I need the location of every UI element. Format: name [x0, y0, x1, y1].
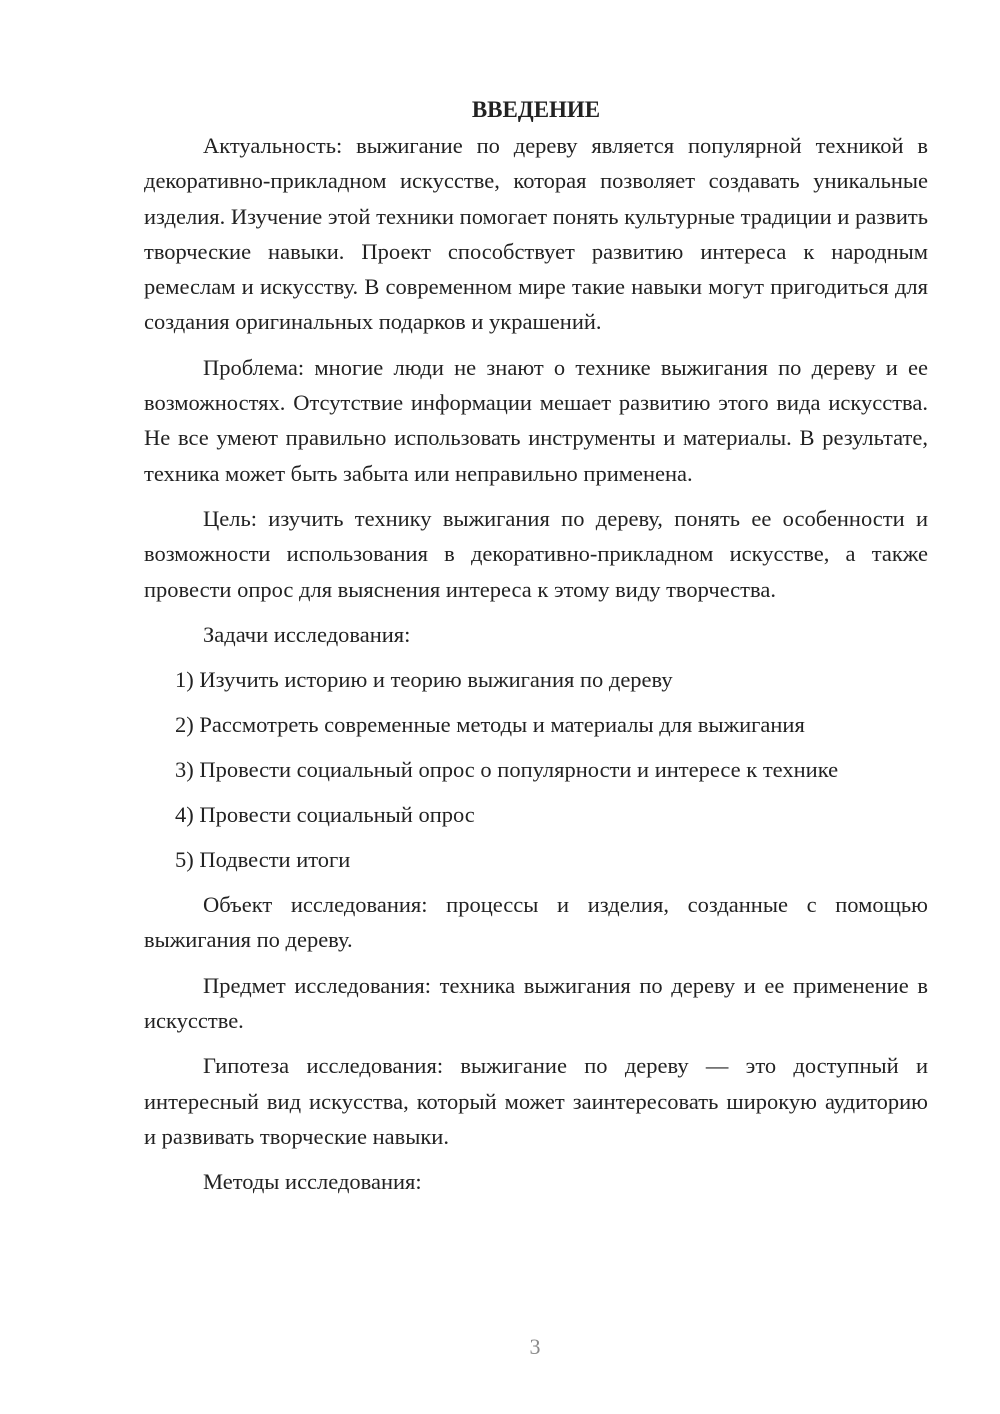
tasks-title: Задачи исследования:	[203, 621, 411, 647]
list-item: 1) Изучить историю и теорию выжигания по дереву	[175, 667, 673, 693]
list-item: 3) Провести социальный опрос о популярности и интересе к технике	[175, 756, 839, 782]
list-item: 5) Подвести итоги	[175, 846, 351, 872]
page-title: ВВЕДЕНИЕ	[471, 97, 601, 122]
list-item: 4) Провести социальный опрос	[175, 801, 475, 827]
paragraph-goal: Цель: изучить технику выжигания по дереву, понять ее особенности и возможности использования в декоративно-прикладном искусстве, а также провести опрос для выяснения интереса к этому виду творчества.	[144, 505, 928, 602]
paragraph-hypothesis: Гипотеза исследования: выжигание по дереву — это доступный и интересный вид искусства, который может заинтересовать широкую аудиторию и развивать творческие навыки.	[144, 1053, 928, 1149]
list-item: 2) Рассмотреть современные методы и материалы для выжигания	[175, 712, 805, 738]
methods-title: Методы исследования:	[203, 1169, 422, 1195]
paragraph-problem: Проблема: многие люди не знают о технике выжигания по дереву и ее возможностях. Отсутствие информации мешает развитию этого вида искусства. Не все умеют правильно использовать инструменты и материалы. В результате, техника может быть забыта или неправильно применена.	[144, 354, 928, 486]
paragraph-relevance: Актуальность: выжигание по дереву является популярной техникой в декоративно-прикладном искусстве, которая позволяет создавать уникальные изделия. Изучение этой техники помогает понять культурные традиции и развить творческие навыки. Проект способствует развитию интереса к народным ремеслам и искусству. В современном мире такие навыки могут пригодиться для создания оригинальных подарков и украшений.	[144, 133, 928, 335]
page-number: 3	[529, 1334, 541, 1359]
document-page	[144, 92, 928, 1209]
paragraph-object: Объект исследования: процессы и изделия, созданные с помощью выжигания по дереву.	[144, 892, 928, 953]
paragraph-subject: Предмет исследования: техника выжигания по дереву и ее применение в искусстве.	[144, 972, 928, 1033]
tasks-list	[144, 662, 928, 877]
